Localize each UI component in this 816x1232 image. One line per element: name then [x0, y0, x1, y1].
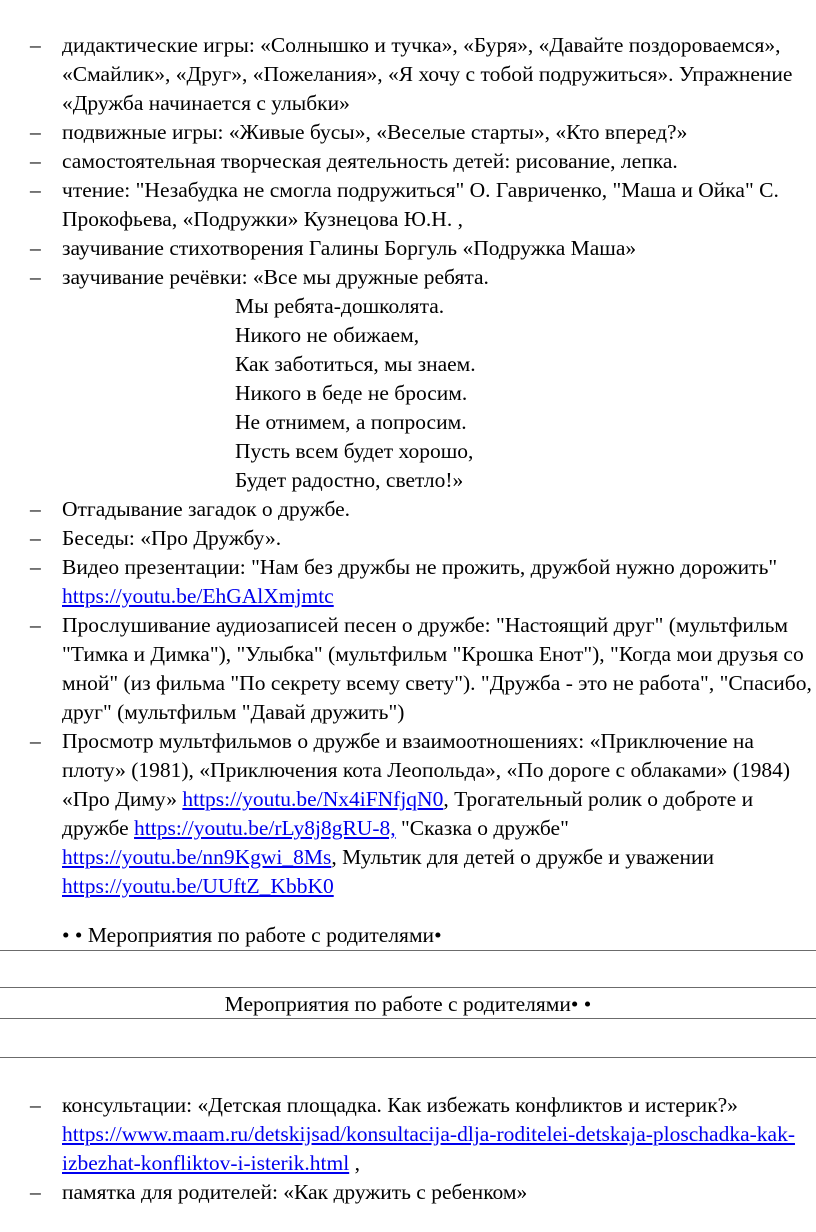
list-dash: –	[30, 497, 41, 521]
parents-activities-label: Мероприятия по работе с родителями	[87, 923, 435, 947]
video-presentation-link[interactable]: https://youtu.be/EhGAlXmjmtc	[62, 584, 334, 608]
reading-text: чтение: "Незабудка не смогла подружиться" О. Гавриченко, "Маша и Ойка" С. Прокофьева, «Подружки» Кузнецова Ю.Н. ,	[62, 178, 779, 231]
poem-line: Будет радостно, светло!»	[235, 468, 464, 492]
riddles-text: Отгадывание загадок о дружбе.	[62, 497, 351, 521]
table-rule	[0, 1057, 816, 1058]
list-item	[0, 118, 816, 147]
cartoon-link-fairytale[interactable]: https://youtu.be/nn9Kgwi_8Ms	[62, 845, 332, 869]
parents-memo-text: памятка для родителей: «Как дружить с ребенком»	[62, 1180, 528, 1204]
poem-line: Никого в беде не бросим.	[235, 381, 468, 405]
consultation-text: консультации: «Детская площадка. Как избежать конфликтов и истерик?»	[62, 1093, 738, 1117]
bullet-icon: • •	[62, 923, 88, 947]
list-dash: –	[30, 526, 41, 550]
audio-songs-text: Прослушивание аудиозаписей песен о дружбе: "Настоящий друг" (мультфильм "Тимка и Димка"), "Улыбка" (мультфильм "Крошка Енот"), "Когда мои друзья со мной" (из фильма "По секрету всему свету"). "Дружба - это не работа", "Спасибо, друг" (мультфильм "Давай дружить")	[62, 613, 812, 724]
consultation-after: ,	[349, 1151, 360, 1175]
chant-learning-text: заучивание речёвки: «Все мы дружные ребята.	[62, 265, 489, 289]
activities-list	[0, 31, 816, 901]
creative-activity-text: самостоятельная творческая деятельность детей: рисование, лепка.	[62, 149, 678, 173]
list-dash: –	[30, 236, 41, 260]
table-rule	[0, 1018, 816, 1019]
list-item	[0, 553, 816, 611]
list-item	[0, 147, 816, 176]
list-dash: –	[30, 1180, 41, 1204]
conversations-text: Беседы: «Про Дружбу».	[62, 526, 282, 550]
parents-bullet-line	[62, 921, 442, 950]
poem-learning-text: заучивание стихотворения Галины Боргуль «Подружка Маша»	[62, 236, 637, 260]
didactic-games-text: дидактические игры: «Солнышко и тучка», «Буря», «Давайте поздороваемся», «Смайлик», «Друг», «Пожелания», «Я хочу с тобой подружиться». Упражнение «Дружба начинается с улыбки»	[62, 33, 793, 115]
parents-heading-text: Мероприятия по работе с родителями	[224, 992, 571, 1016]
list-dash: –	[30, 149, 41, 173]
list-item	[0, 495, 816, 524]
outdoor-games-text: подвижные игры: «Живые бусы», «Веселые старты», «Кто вперед?»	[62, 120, 688, 144]
list-dash: –	[30, 729, 41, 753]
bullet-icon: • •	[570, 992, 592, 1016]
list-item	[0, 1091, 816, 1178]
poem-line: Как заботиться, мы знаем.	[235, 352, 476, 376]
cartoon-link-diman[interactable]: https://youtu.be/Nx4iFNfjqN0	[182, 787, 444, 811]
cartoons-text: , Мультик для детей о дружбе и уважении	[331, 845, 714, 869]
list-item	[0, 176, 816, 234]
list-item	[0, 263, 816, 292]
list-dash: –	[30, 555, 41, 579]
consultation-link[interactable]: https://www.maam.ru/detskijsad/konsultacija-dlja-roditelei-detskaja-ploschadka-kak-izbezhat-konfliktov-i-isterik.html	[62, 1122, 795, 1175]
cartoon-link-kindness[interactable]: https://youtu.be/rLy8j8gRU-8,	[134, 816, 396, 840]
cartoons-text: Просмотр мультфильмов о дружбе и взаимоотношениях: «Приключение на плоту» (1981), «Приключения кота Леопольда», «По дороге с облаками» (1984) «Про Диму»	[62, 729, 791, 811]
list-item	[0, 31, 816, 118]
poem-line: Пусть всем будет хорошо,	[235, 439, 474, 463]
list-dash: –	[30, 120, 41, 144]
bullet-icon: •	[434, 923, 442, 947]
list-item	[0, 1178, 816, 1207]
list-item	[0, 611, 816, 727]
list-item	[0, 234, 816, 263]
list-dash: –	[30, 178, 41, 202]
parents-list	[0, 1091, 816, 1207]
video-presentation-text: Видео презентации: "Нам без дружбы не прожить, дружбой нужно дорожить"	[62, 555, 778, 579]
list-item	[0, 727, 816, 901]
table-rule	[0, 987, 816, 988]
cartoons-text: "Сказка о дружбе"	[395, 816, 569, 840]
poem-block	[0, 292, 816, 495]
list-dash: –	[30, 33, 41, 57]
cartoon-link-respect[interactable]: https://youtu.be/UUftZ_KbbK0	[62, 874, 334, 898]
list-item	[0, 524, 816, 553]
list-dash: –	[30, 1093, 41, 1117]
poem-line: Никого не обижаем,	[235, 323, 420, 347]
list-dash: –	[30, 265, 41, 289]
list-dash: –	[30, 613, 41, 637]
poem-line: Не отнимем, а попросим.	[235, 410, 467, 434]
cartoons-text: , Трогательный ролик о доброте и дружбе	[62, 787, 754, 840]
parents-section-heading	[0, 990, 816, 1019]
poem-line: Мы ребята-дошколята.	[235, 294, 445, 318]
table-rule	[0, 950, 816, 951]
